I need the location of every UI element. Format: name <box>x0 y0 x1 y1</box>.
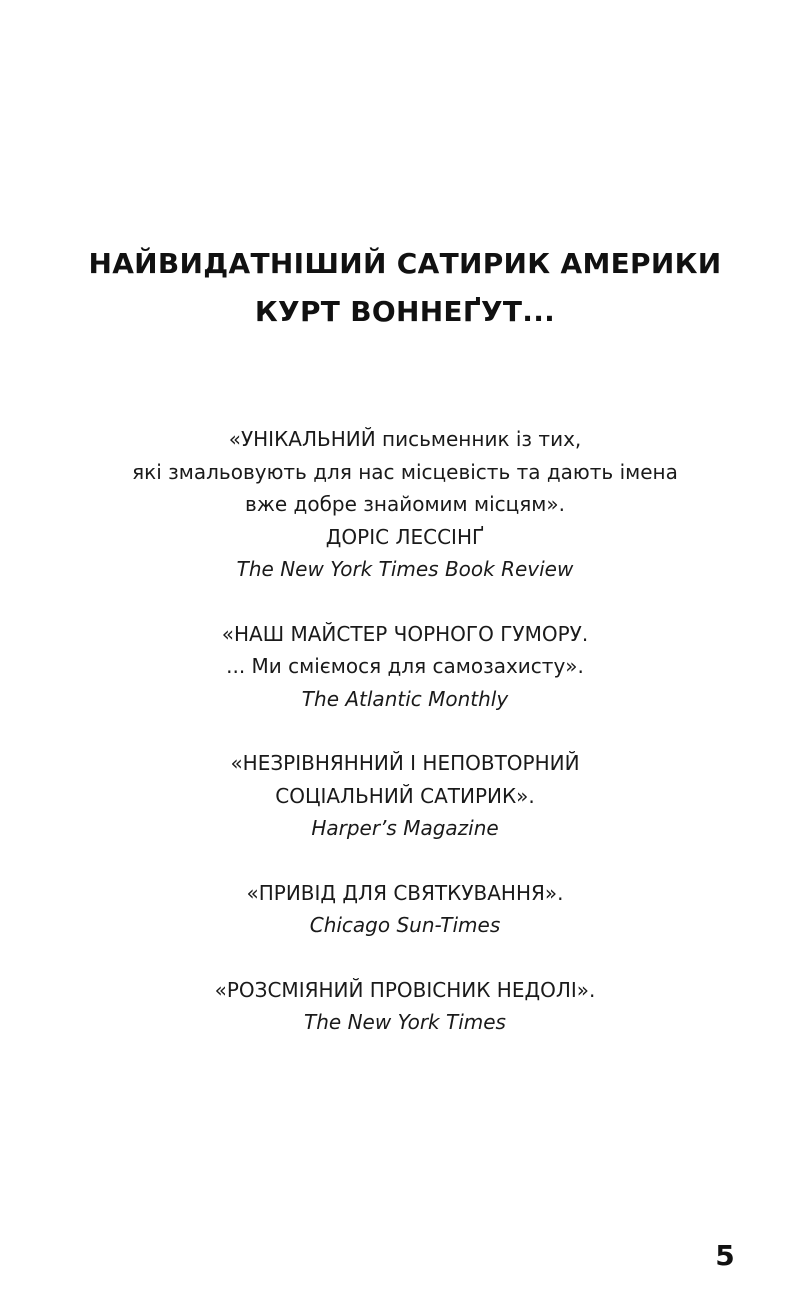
quote-line: «РОЗСМІЯНИЙ ПРОВІСНИК НЕДОЛІ». <box>214 977 596 1002</box>
quote-line: «ПРИВІД ДЛЯ СВЯТКУВАННЯ». <box>246 880 564 905</box>
quote-line: «НЕЗРІВНЯННИЙ І НЕПОВТОРНИЙ <box>230 751 580 775</box>
praise-quotes <box>0 423 810 1071</box>
quote-line: «УНІКАЛЬНИЙ письменник із тих, <box>228 427 582 451</box>
quote-line: ... Ми сміємося для самозахисту». <box>226 654 584 678</box>
quote-block <box>0 877 810 942</box>
quote-source: The Atlantic Monthly <box>301 686 509 711</box>
quote-line: вже добре знайомим місцям». <box>245 492 565 516</box>
quote-line: які змальовують для нас місцевість та дають імена <box>132 459 678 484</box>
quote-source: The New York Times Book Review <box>236 557 574 581</box>
quote-block <box>0 423 810 586</box>
heading-line-1: НАЙВИДАТНІШИЙ САТИРИК АМЕРИКИ <box>88 247 722 280</box>
quote-block <box>0 747 810 845</box>
quote-line: «НАШ МАЙСТЕР ЧОРНОГО ГУМОРУ. <box>221 621 589 646</box>
quote-source: Harper’s Magazine <box>311 816 499 840</box>
heading-line-2: КУРТ ВОННЕҐУТ... <box>254 295 556 328</box>
quote-source: The New York Times <box>304 1010 506 1034</box>
page-heading <box>0 240 810 336</box>
quote-source: Chicago Sun-Times <box>309 913 501 937</box>
page-number: 5 <box>715 1239 735 1272</box>
quote-block <box>0 974 810 1039</box>
quote-author: ДОРІС ЛЕССІНҐ <box>325 524 485 549</box>
quote-line: СОЦІАЛЬНИЙ САТИРИК». <box>275 783 535 808</box>
quote-block <box>0 618 810 716</box>
